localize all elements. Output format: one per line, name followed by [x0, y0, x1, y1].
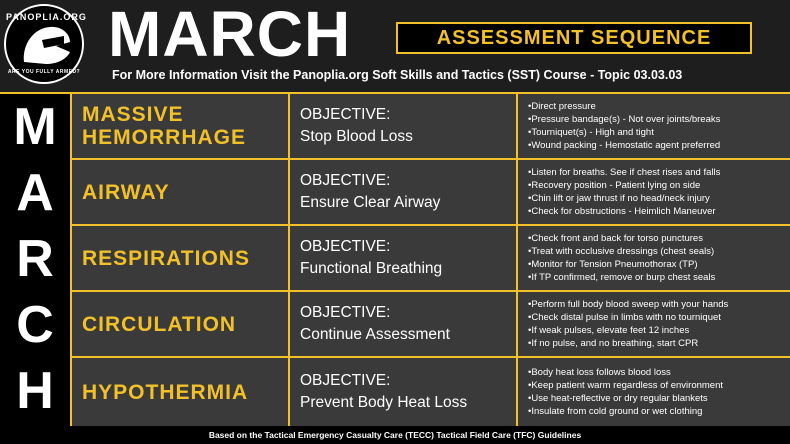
- bullet-item: • Check front and back for torso punctures: [528, 232, 790, 245]
- objective-text: Functional Breathing: [300, 260, 443, 277]
- footer-note: Based on the Tactical Emergency Casualty Care (TECC) Tactical Field Care (TFC) Guidelines: [0, 426, 790, 444]
- bullet-item: • Use heat-reflective or dry regular blankets: [528, 392, 790, 405]
- objective-text: Stop Blood Loss: [300, 128, 413, 145]
- letter-a: A: [16, 164, 54, 222]
- category-label: MASSIVE HEMORRHAGE: [72, 94, 290, 158]
- bullet-item: • Monitor for Tension Pneumothorax (TP): [528, 258, 790, 271]
- bullet-item: • Insulate from cold ground or wet clothing: [528, 405, 790, 418]
- category-label: AIRWAY: [72, 160, 290, 224]
- row-massive-hemorrhage: [72, 94, 790, 160]
- letter-r: R: [16, 230, 54, 288]
- bullet-item: • Chin lift or jaw thrust if no head/neck injury: [528, 192, 790, 205]
- bullet-item: • If weak pulses, elevate feet 12 inches: [528, 324, 790, 337]
- category-label: RESPIRATIONS: [72, 226, 290, 290]
- row-respirations: [72, 226, 790, 292]
- bullet-item: • Listen for breaths. See if chest rises and falls: [528, 166, 790, 179]
- logo-bottom-text: ARE YOU FULLY ARMED?: [7, 69, 81, 75]
- bullet-item: • Pressure bandage(s) - Not over joints/breaks: [528, 113, 790, 126]
- objective-label: OBJECTIVE:: [300, 172, 391, 189]
- assessment-sequence-badge: ASSESSMENT SEQUENCE: [396, 22, 752, 54]
- bullet-item: • Tourniquet(s) - High and tight: [528, 126, 790, 139]
- row-airway: [72, 160, 790, 226]
- objective-cell: [290, 292, 518, 356]
- objective-cell: [290, 358, 518, 426]
- objective-cell: [290, 226, 518, 290]
- letter-c: C: [16, 296, 54, 354]
- letter-h: H: [16, 362, 54, 420]
- header: [0, 0, 790, 92]
- bullet-list: [518, 358, 790, 426]
- objective-cell: [290, 94, 518, 158]
- row-hypothermia: [72, 358, 790, 426]
- objective-label: OBJECTIVE:: [300, 238, 391, 255]
- bullet-item: • Body heat loss follows blood loss: [528, 366, 790, 379]
- info-line: For More Information Visit the Panoplia.org Soft Skills and Tactics (SST) Course - Topic 03.03.03: [112, 68, 683, 82]
- bullet-item: • Keep patient warm regardless of environment: [528, 379, 790, 392]
- bullet-list: [518, 292, 790, 356]
- objective-text: Prevent Body Heat Loss: [300, 394, 468, 411]
- bullet-item: • If TP confirmed, remove or burp chest seals: [528, 271, 790, 284]
- bullet-item: • Wound packing - Hemostatic agent preferred: [528, 139, 790, 152]
- category-label: CIRCULATION: [72, 292, 290, 356]
- objective-label: OBJECTIVE:: [300, 106, 391, 123]
- bullet-item: • If no pulse, and no breathing, start CPR: [528, 337, 790, 350]
- objective-text: Continue Assessment: [300, 326, 450, 343]
- letter-m: M: [13, 98, 57, 156]
- row-circulation: [72, 292, 790, 358]
- bullet-item: • Check distal pulse in limbs with no tourniquet: [528, 311, 790, 324]
- page-title: MARCH: [108, 0, 352, 70]
- letter-column: [0, 94, 72, 426]
- bullet-item: • Recovery position - Patient lying on side: [528, 179, 790, 192]
- logo-top-text: PANOPLIA.ORG: [6, 12, 87, 22]
- bullet-item: • Perform full body blood sweep with your hands: [528, 298, 790, 311]
- bullet-item: • Direct pressure: [528, 100, 790, 113]
- bullet-list: [518, 94, 790, 158]
- bullet-item: • Check for obstructions - Heimlich Maneuver: [528, 205, 790, 218]
- objective-label: OBJECTIVE:: [300, 304, 391, 321]
- helmet-icon: [20, 22, 72, 68]
- bullet-list: [518, 226, 790, 290]
- panoplia-logo[interactable]: [4, 4, 87, 84]
- objective-text: Ensure Clear Airway: [300, 194, 441, 211]
- bullet-list: [518, 160, 790, 224]
- bullet-item: • Treat with occlusive dressings (chest seals): [528, 245, 790, 258]
- objective-cell: [290, 160, 518, 224]
- category-label: HYPOTHERMIA: [72, 358, 290, 426]
- march-table: [0, 92, 790, 426]
- objective-label: OBJECTIVE:: [300, 372, 391, 389]
